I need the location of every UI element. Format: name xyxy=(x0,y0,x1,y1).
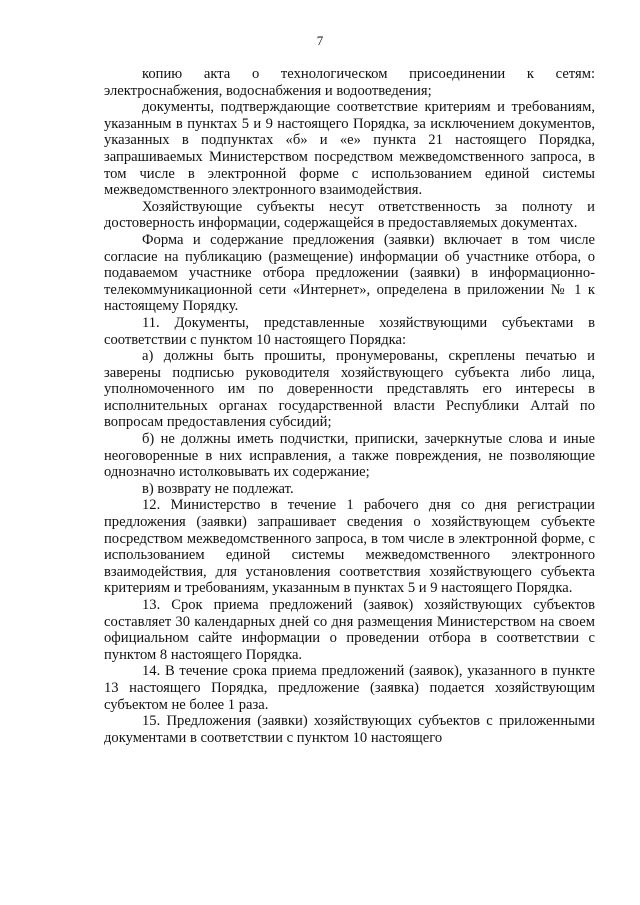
paragraph-criteria-documents: документы, подтверждающие соответствие критериям и требованиям, указанным в пунктах 5 и 9 настоящего Порядка, за исключением документов, указанных в подпунктах «б» и «е» пункта 21 настоящего Порядка, запрашиваемых Министерством посредством межведомственного запроса, в том числе в электронной форме с использованием единой системы межведомственного электронного взаимодействия. xyxy=(104,99,595,199)
paragraph-item-14: 14. В течение срока приема предложений (заявок), указанного в пункте 13 настоящего Порядка, предложение (заявка) подается хозяйствующим субъектом не более 1 раза. xyxy=(104,663,595,713)
paragraph-item-11: 11. Документы, представленные хозяйствующими субъектами в соответствии с пунктом 10 настоящего Порядка: xyxy=(104,314,595,348)
paragraph-item-13: 13. Срок приема предложений (заявок) хозяйствующих субъектов составляет 30 календарных дней со дня размещения Министерством на своем официальном сайте информации о проведении отбора в соответствии с пунктом 8 настоящего Порядка. xyxy=(104,597,595,663)
paragraph-responsibility: Хозяйствующие субъекты несут ответственность за полноту и достоверность информации, содержащейся в предоставляемых документах. xyxy=(104,198,595,232)
paragraph-item-12: 12. Министерство в течение 1 рабочего дня со дня регистрации предложения (заявки) запрашивает сведения о хозяйствующем субъекте посредством межведомственного запроса, в том числе в электронной форме, с использованием единой системы межведомственного электронного взаимодействия, для установления соответствия хозяйствующего субъекта критериям и требованиям, указанным в пунктах 5 и 9 настоящего Порядка. xyxy=(104,497,595,597)
page-number: 7 xyxy=(316,33,324,48)
paragraph-item-15: 15. Предложения (заявки) хозяйствующих субъектов с приложенными документами в соответствии с пунктом 10 настоящего xyxy=(104,713,595,746)
paragraph-item-11-a: а) должны быть прошиты, пронумерованы, скреплены печатью и заверены подписью руководителя хозяйствующего субъекта либо лица, уполномоченного им по доверенности представлять его интересы в исполнительных органах государственной власти Республики Алтай по вопросам предоставления субсидий; xyxy=(104,348,595,431)
paragraph-item-11-v: в) возврату не подлежат. xyxy=(142,480,294,497)
paragraph-application-form: Форма и содержание предложения (заявки) включает в том числе согласие на публикацию (размещение) информации об участнике отбора, о подаваемом участнике отбора предложении (заявки) в информационно-телекоммуникационной сети «Интернет», определена в приложении № 1 к настоящему Порядку. xyxy=(104,231,595,315)
paragraph-tech-connection-act: копию акта о технологическом присоединении к сетям: электроснабжения, водоснабжения и водоотведения; xyxy=(104,66,595,99)
paragraph-item-11-b: б) не должны иметь подчистки, приписки, зачеркнутые слова и иные неоговоренные в них исправления, а также повреждения, не позволяющие однозначно истолковывать их содержание; xyxy=(104,431,595,481)
document-body xyxy=(104,66,595,746)
